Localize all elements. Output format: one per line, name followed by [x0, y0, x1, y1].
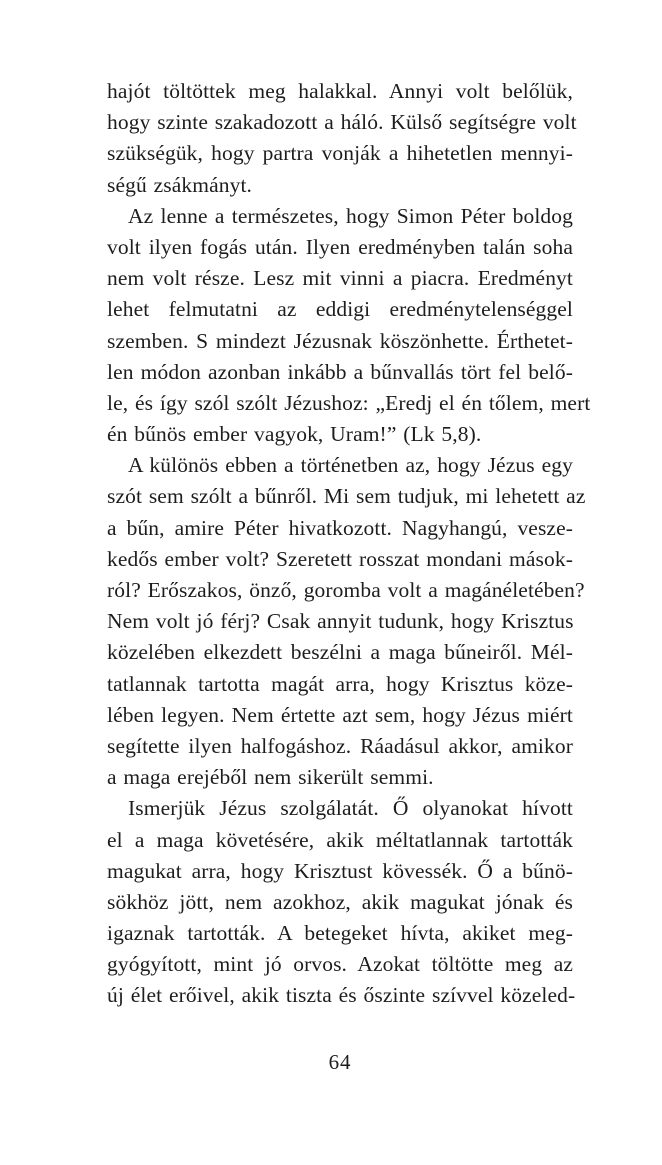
- page-text-block: [107, 76, 591, 1012]
- text-line: volt ilyen fogás után. Ilyen eredményben talán soha: [107, 234, 573, 259]
- text-line: le, és így szól szólt Jézushoz: „Eredj el én tőlem, mert: [107, 390, 591, 415]
- text-line: magukat arra, hogy Krisztust kövessék. Ő a bűnö-: [107, 858, 573, 883]
- text-line-paragraph-start: Ismerjük Jézus szolgálatát. Ő olyanokat hívott: [128, 796, 573, 821]
- text-line: lehet felmutatni az eddigi eredménytelenséggel: [107, 297, 573, 322]
- text-line: el a maga követésére, akik méltatlannak tartották: [107, 827, 573, 852]
- text-line: Nem volt jó férj? Csak annyit tudunk, hogy Krisztus: [107, 609, 574, 634]
- page-number: 64: [328, 1050, 352, 1074]
- text-line: hajót töltöttek meg halakkal. Annyi volt belőlük,: [107, 79, 573, 103]
- text-line: szót sem szólt a bűnről. Mi sem tudjuk, mi lehetett az: [107, 484, 586, 509]
- text-line: len módon azonban inkább a bűnvallás tört fel belő-: [107, 359, 573, 384]
- text-line: segítette ilyen halfogáshoz. Ráadásul akkor, amikor: [107, 733, 573, 758]
- text-line-paragraph-end: ségű zsákmányt.: [107, 172, 253, 197]
- text-line: a bűn, amire Péter hivatkozott. Nagyhangú, vesze-: [107, 515, 573, 540]
- text-line: tatlannak tartotta magát arra, hogy Krisztus köze-: [107, 671, 573, 696]
- text-line: lében legyen. Nem értette azt sem, hogy Jézus miért: [107, 702, 573, 727]
- text-line-paragraph-start: Az lenne a természetes, hogy Simon Péter boldog: [128, 203, 573, 228]
- text-line: nem volt része. Lesz mit vinni a piacra. Eredményt: [107, 266, 573, 291]
- text-line: közelében elkezdett beszélni a maga bűneiről. Mél-: [107, 640, 573, 665]
- page-footer: [107, 1050, 573, 1075]
- text-line: ról? Erőszakos, önző, goromba volt a magánéletében?: [107, 578, 585, 602]
- text-line: szükségük, hogy partra vonják a hihetetlen mennyi-: [107, 141, 573, 166]
- text-line: kedős ember volt? Szeretett rosszat mondani mások-: [107, 546, 573, 571]
- text-line: igaznak tartották. A betegeket hívta, akiket meg-: [107, 921, 573, 946]
- text-line-paragraph-end: én bűnös ember vagyok, Uram!” (Lk 5,8).: [107, 422, 482, 447]
- text-line: sökhöz jött, nem azokhoz, akik magukat jónak és: [107, 889, 573, 914]
- text-line: szemben. S mindezt Jézusnak köszönhette. Érthetet-: [107, 328, 573, 353]
- text-line-paragraph-end: a maga erejéből nem sikerült semmi.: [107, 765, 434, 790]
- text-line-paragraph-start: A különös ebben a történetben az, hogy Jézus egy: [128, 453, 573, 478]
- text-line: gyógyított, mint jó orvos. Azokat töltötte meg az: [107, 952, 573, 977]
- text-line: új élet erőivel, akik tiszta és őszinte szívvel közeled-: [107, 983, 576, 1008]
- text-line: hogy szinte szakadozott a háló. Külső segítségre volt: [107, 110, 577, 135]
